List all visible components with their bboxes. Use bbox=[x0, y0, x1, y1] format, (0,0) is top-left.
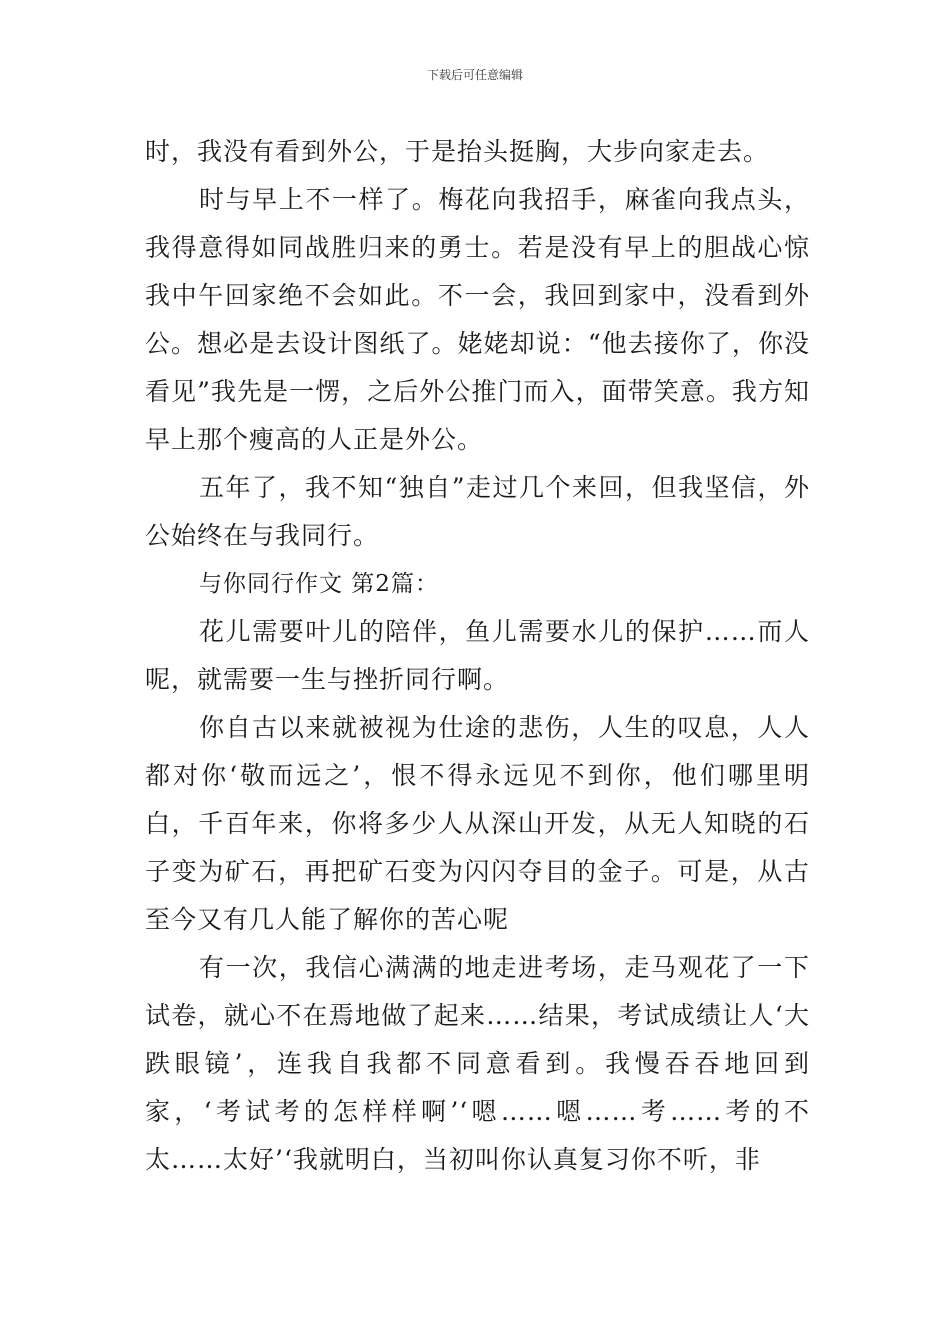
paragraph-6: 有一次，我信心满满的地走进考场，走马观花了一下试卷，就心不在焉地做了起来……结果，考试成绩让人‘大跌眼镜’，连我自我都不同意看到。我慢吞吞地回到家，‘考试考的怎样样啊’‘嗯……嗯……考……考的不太……太好’‘我就明白，当初叫你认真复习你不听，非 bbox=[145, 953, 810, 1174]
paragraph-5: 你自古以来就被视为仕途的悲伤，人生的叹息，人人都对你‘敬而远之’，恨不得永远见不到你，他们哪里明白，千百年来，你将多少人从深山开发，从无人知晓的石子变为矿石，再把矿石变为闪闪夺目的金子。可是，从古至今又有几人能了解你的苦心呢 bbox=[145, 713, 810, 934]
paragraph-4: 花儿需要叶儿的陪伴，鱼儿需要水儿的保护……而人呢，就需要一生与挫折同行啊。 bbox=[145, 617, 810, 694]
paragraph-2: 时与早上不一样了。梅花向我招手，麻雀向我点头，我得意得如同战胜归来的勇士。若是没有早上的胆战心惊我中午回家绝不会如此。不一会，我回到家中，没看到外公。想必是去设计图纸了。姥姥却说：“他去接你了，你没看见”我先是一愣，之后外公推门而入，面带笑意。我方知早上那个瘦高的人正是外公。 bbox=[145, 185, 810, 454]
section-heading: 与你同行作文 第2篇： bbox=[199, 571, 439, 597]
paragraph-1: 时，我没有看到外公，于是抬头挺胸，大步向家走去。 bbox=[145, 137, 770, 166]
page-header: 下载后可任意编辑 bbox=[426, 68, 523, 82]
document-body bbox=[145, 128, 810, 1184]
paragraph-3: 五年了，我不知“独自”走过几个来回，但我坚信，外公始终在与我同行。 bbox=[145, 473, 810, 550]
